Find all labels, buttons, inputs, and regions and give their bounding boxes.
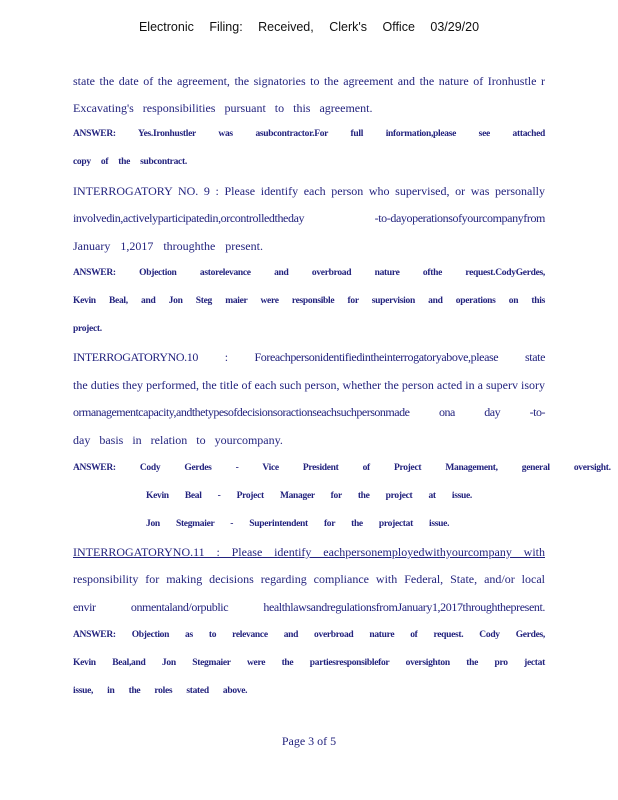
body-line: day basis in relation to yourcompany.	[73, 433, 283, 447]
body-line: January 1,2017 throughthe present.	[73, 239, 263, 253]
interrogatory-line: INTERROGATORY NO. 9 : Please identify each person who supervised, or was personally	[73, 184, 545, 198]
answer-line: project.	[73, 324, 102, 334]
body-line: the duties they performed, the title of each such person, whether the person acted in a superv isory	[73, 378, 545, 392]
answer-line: Kevin Beal - Project Manager for the project at issue.	[146, 491, 472, 501]
answer-line: Jon Stegmaier - Superintendent for the projectat issue.	[146, 519, 450, 529]
answer-line: ANSWER: Yes.Ironhustler was asubcontractor.For full information,please see attached	[73, 129, 545, 139]
body-line: Excavating's responsibilities pursuant to this agreement.	[73, 101, 373, 115]
answer-line: copy of the subcontract.	[73, 157, 187, 167]
body-line: involvedin,activelyparticipatedin,orcontrolledtheday -to-dayoperationsofyourcompanyfrom	[73, 211, 545, 225]
answer-line: ANSWER: Objection as to relevance and overbroad nature of request. Cody Gerdes,	[73, 630, 545, 640]
answer-line: issue, in the roles stated above.	[73, 686, 248, 696]
filing-stamp-header: Electronic Filing: Received, Clerk's Office 03/29/20	[138, 20, 480, 34]
page-number: Page 3 of 5	[281, 734, 337, 748]
answer-line: Kevin Beal,and Jon Stegmaier were the partiesresponsiblefor oversighton the pro jectat	[73, 658, 545, 668]
answer-line: Kevin Beal, and Jon Steg maier were responsible for supervision and operations on this	[73, 296, 545, 306]
body-line: state the date of the agreement, the signatories to the agreement and the nature of Ironhustle r	[73, 74, 545, 88]
answer-line: ANSWER: Objection astorelevance and overbroad nature ofthe request.CodyGerdes,	[73, 268, 545, 278]
body-line: ormanagementcapacity,andthetypesofdecisionsoractionseachsuchpersonmade ona day -to-	[73, 405, 545, 419]
answer-line: ANSWER: Cody Gerdes - Vice President of Project Management, general oversight.	[73, 463, 611, 473]
interrogatory-line	[73, 545, 545, 560]
body-line: responsibility for making decisions regarding compliance with Federal, State, and/or local	[73, 572, 545, 586]
interrogatory-number: INTERROGATORYNO.11 : Please identify eachpersonemployedwithyourcompany with	[73, 545, 545, 559]
interrogatory-line: INTERROGATORYNO.10 : Foreachpersonidentifiedintheinterrogatoryabove,please state	[73, 350, 545, 364]
body-line: envir onmentaland/orpublic healthlawsandregulationsfromJanuary1,2017throughthepresent.	[73, 600, 545, 614]
